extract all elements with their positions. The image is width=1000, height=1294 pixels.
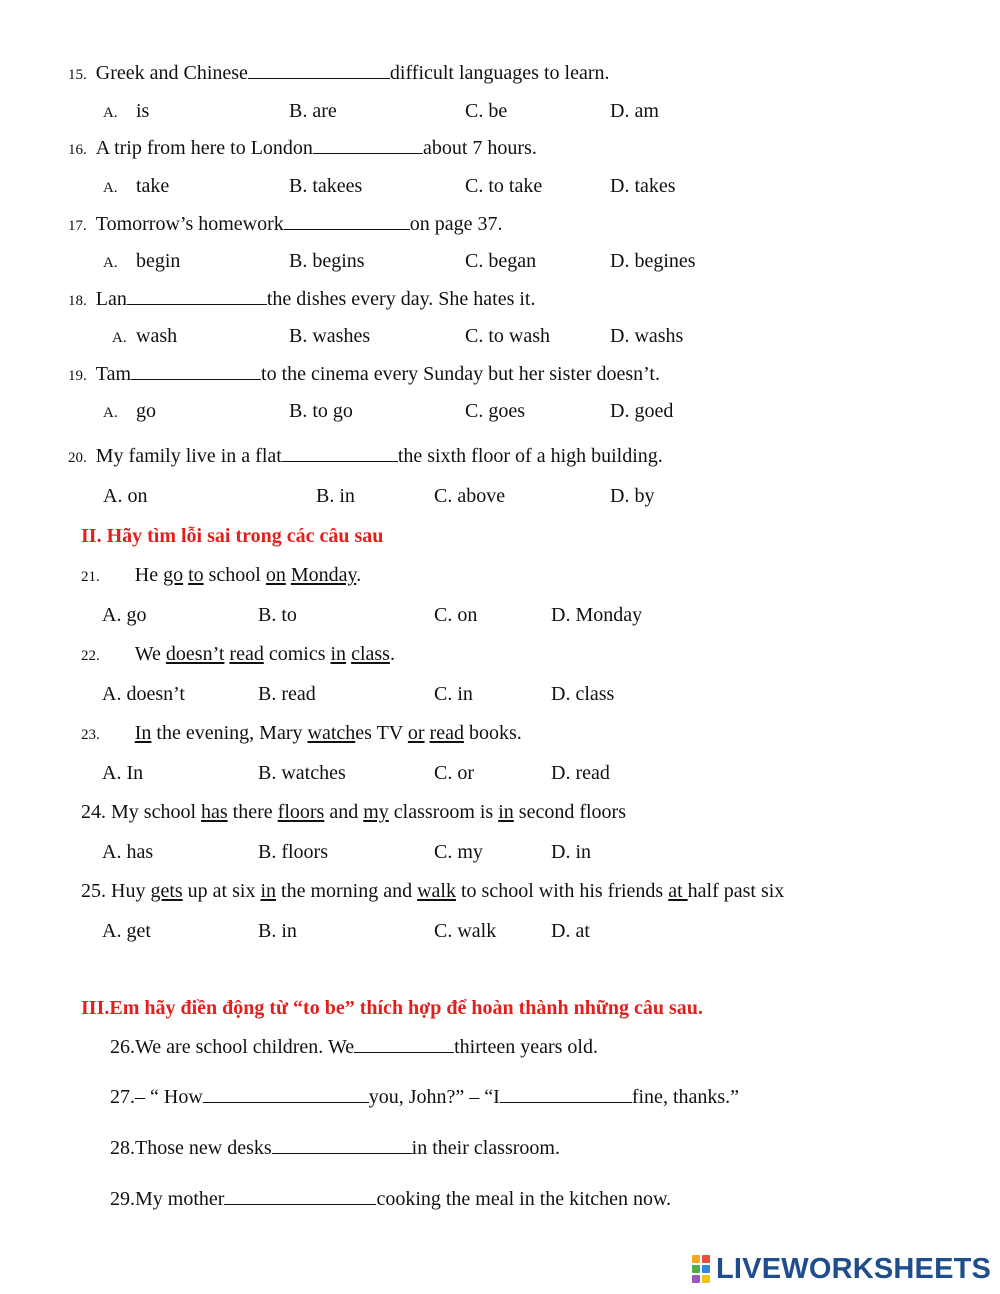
option-b[interactable]: B. read [258, 683, 316, 705]
option-d[interactable]: D. class [551, 683, 615, 705]
option-a-text[interactable]: take [136, 175, 170, 197]
option-d[interactable]: D. goed [610, 400, 674, 422]
question-number: 28. [110, 1137, 135, 1159]
question-number: 27. [110, 1086, 135, 1108]
question-number: 20. [68, 450, 87, 466]
option-a[interactable]: A. [112, 330, 127, 346]
option-d[interactable]: D. at [551, 920, 590, 942]
question-23: 23. In the evening, Mary watches TV or read books. [81, 722, 522, 744]
option-a[interactable]: A. [103, 105, 118, 121]
underlined-word: go [163, 564, 184, 586]
option-b[interactable]: B. in [258, 920, 297, 942]
option-c[interactable]: C. in [434, 683, 473, 705]
option-c[interactable]: C. my [434, 841, 483, 863]
option-a[interactable]: A. get [102, 920, 151, 942]
answer-blank[interactable] [272, 1136, 412, 1154]
question-21: 21. He go to school on Monday. [81, 564, 362, 586]
question-number: 16. [68, 142, 87, 158]
option-a[interactable]: A. [103, 180, 118, 196]
underlined-word: read [229, 643, 264, 665]
answer-blank[interactable] [224, 1187, 376, 1205]
option-a[interactable]: A. doesn’t [102, 683, 185, 705]
question-text-after: the sixth floor of a high building. [397, 445, 663, 467]
question-number: 21. [81, 569, 100, 585]
option-d[interactable]: D. washs [610, 325, 684, 347]
underlined-word: my [363, 801, 389, 823]
option-d[interactable]: D. by [610, 485, 655, 507]
option-c[interactable]: C. to take [465, 175, 543, 197]
option-d[interactable]: D. Monday [551, 604, 643, 626]
answer-blank[interactable] [248, 61, 390, 79]
question-27: 27.– “ How you, John?” – “I fine, thanks.” [110, 1086, 740, 1108]
option-a[interactable]: A. go [102, 604, 147, 626]
question-number: 22. [81, 648, 100, 664]
question-number: 29. [110, 1188, 135, 1210]
logo-text: LIVEWORKSHEETS [716, 1252, 992, 1285]
question-18 [68, 287, 535, 313]
answer-blank[interactable] [131, 362, 261, 380]
question-29: 29.My mother cooking the meal in the kitchen now. [110, 1188, 672, 1210]
option-c[interactable]: C. goes [465, 400, 525, 422]
option-b[interactable]: B. washes [289, 325, 371, 347]
underlined-word: in [498, 801, 514, 823]
logo-square [692, 1255, 700, 1263]
underlined-word: to [188, 564, 204, 586]
question-26: 26.We are school children. We thirteen years old. [110, 1036, 598, 1058]
logo-square [702, 1255, 710, 1263]
question-text-after: the dishes every day. She hates it. [266, 288, 536, 310]
option-d[interactable]: D. takes [610, 175, 676, 197]
question-number: 18. [68, 293, 87, 309]
option-b[interactable]: B. to go [289, 400, 353, 422]
liveworksheets-logo[interactable] [692, 1254, 991, 1284]
option-b[interactable]: B. watches [258, 762, 346, 784]
question-number: 19. [68, 368, 87, 384]
option-c[interactable]: C. or [434, 762, 474, 784]
underlined-word: in [330, 643, 347, 665]
section-heading-ii: II. Hãy tìm lỗi sai trong các câu sau [81, 525, 384, 547]
section-heading-iii: III.Em hãy điền động từ “to be” thích hợp để hoàn thành những câu sau. [81, 997, 703, 1019]
question-number: 26. [110, 1036, 135, 1058]
option-a[interactable]: A. In [102, 762, 144, 784]
option-c[interactable]: C. above [434, 485, 506, 507]
option-d[interactable]: D. am [610, 100, 659, 122]
underlined-word: in [260, 880, 277, 902]
option-b[interactable]: B. to [258, 604, 297, 626]
underlined-word: doesn’t [165, 643, 225, 665]
question-text-after: difficult languages to learn. [389, 62, 610, 84]
question-15 [68, 61, 609, 87]
option-a-text[interactable]: begin [136, 250, 181, 272]
option-a-text[interactable]: go [136, 400, 156, 422]
answer-blank[interactable] [203, 1085, 369, 1103]
underlined-word: class [351, 643, 390, 665]
question-25: 25. Huy gets up at six in the morning and walk to school with his friends at half past six [81, 880, 785, 902]
question-text-after: to the cinema every Sunday but her sister doesn’t. [261, 363, 660, 385]
answer-blank[interactable] [313, 136, 423, 154]
question-number: 25. [81, 880, 106, 902]
question-24: 24. My school has there floors and my classroom is in second floors [81, 801, 626, 823]
option-d[interactable]: D. begines [610, 250, 696, 272]
option-d[interactable]: D. read [551, 762, 610, 784]
answer-blank[interactable] [500, 1085, 632, 1103]
question-22: 22. We doesn’t read comics in class. [81, 643, 395, 665]
answer-blank[interactable] [282, 444, 398, 462]
logo-grid-icon [692, 1255, 710, 1283]
question-number: 24. [81, 801, 106, 823]
question-17 [68, 212, 503, 238]
option-b[interactable]: B. floors [258, 841, 328, 863]
option-c[interactable]: C. began [465, 250, 537, 272]
option-d[interactable]: D. in [551, 841, 591, 863]
question-text-before: Tomorrow’s homework [95, 213, 284, 235]
underlined-word: at [668, 880, 688, 902]
option-c[interactable]: C. to wash [465, 325, 550, 347]
answer-blank[interactable] [284, 212, 410, 230]
underlined-word: gets [150, 880, 183, 902]
option-c[interactable]: C. be [465, 100, 508, 122]
question-text-after: about 7 hours. [422, 137, 537, 159]
logo-square [702, 1265, 710, 1273]
option-a-text[interactable]: wash [136, 325, 178, 347]
logo-square [692, 1275, 700, 1283]
answer-blank[interactable] [127, 287, 267, 305]
option-a[interactable]: A. has [102, 841, 154, 863]
logo-square [702, 1275, 710, 1283]
underlined-word: floors [277, 801, 325, 823]
question-text-before: Greek and Chinese [95, 62, 248, 84]
option-a[interactable]: A. on [103, 485, 148, 507]
underlined-word: watch [307, 722, 356, 744]
question-text-before: Tam [95, 363, 132, 385]
option-a[interactable]: A. [103, 255, 118, 271]
underlined-word: or [407, 722, 425, 744]
option-a[interactable]: A. [103, 405, 118, 421]
question-number: 17. [68, 218, 87, 234]
underlined-word: on [265, 564, 286, 586]
underlined-word: In [134, 722, 152, 744]
question-text-after: on page 37. [409, 213, 503, 235]
question-16 [68, 136, 537, 162]
underlined-word: has [201, 801, 228, 823]
underlined-word: walk [417, 880, 456, 902]
option-b[interactable]: B. takees [289, 175, 363, 197]
question-number: 23. [81, 727, 100, 743]
option-b[interactable]: B. in [316, 485, 355, 507]
question-number: 15. [68, 67, 87, 83]
option-a-text[interactable]: is [136, 100, 150, 122]
option-c[interactable]: C. on [434, 604, 478, 626]
option-c[interactable]: C. walk [434, 920, 497, 942]
underlined-word: Monday [290, 564, 357, 586]
option-b[interactable]: B. are [289, 100, 337, 122]
logo-square [692, 1265, 700, 1273]
question-text-before: My family live in a flat [95, 445, 282, 467]
question-text-before: Lan [95, 288, 127, 310]
question-28: 28.Those new desks in their classroom. [110, 1137, 560, 1159]
question-20 [68, 444, 663, 470]
question-19 [68, 362, 660, 388]
option-b[interactable]: B. begins [289, 250, 365, 272]
question-text-before: A trip from here to London [95, 137, 313, 159]
underlined-word: read [429, 722, 464, 744]
answer-blank[interactable] [354, 1035, 454, 1053]
